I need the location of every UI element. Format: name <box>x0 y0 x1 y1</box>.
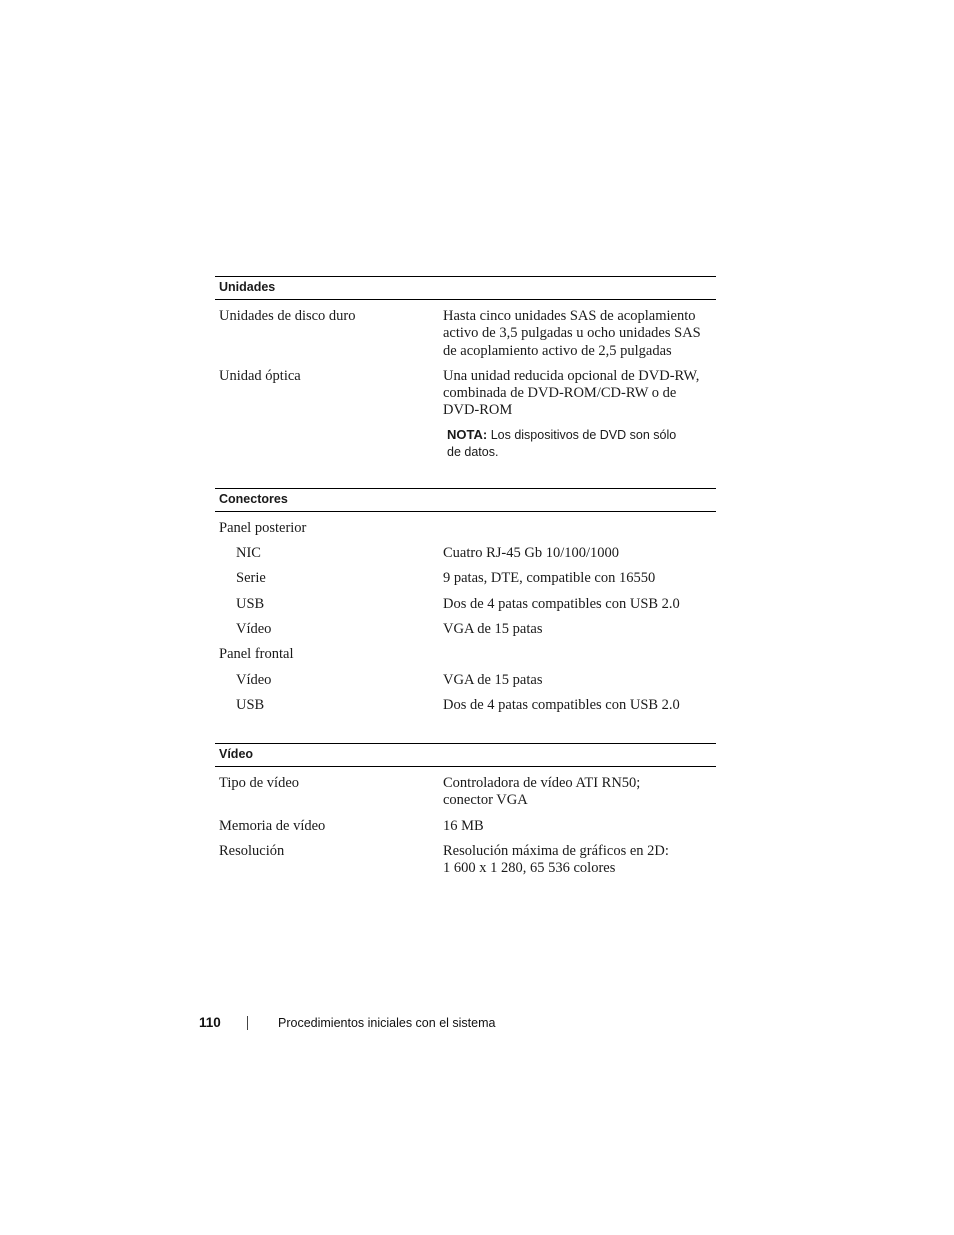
value-line: de acoplamiento activo de 2,5 pulgadas <box>443 342 672 359</box>
spec-value: 16 MB <box>443 817 484 834</box>
spec-row <box>215 672 716 689</box>
value-line: Resolución máxima de gráficos en 2D: <box>443 843 669 860</box>
spec-row <box>215 545 716 562</box>
section-video <box>215 743 716 877</box>
footer-divider <box>247 1016 248 1030</box>
section-heading: Conectores <box>215 488 716 512</box>
spec-value <box>443 308 705 360</box>
value-line: Controladora de vídeo ATI RN50; <box>443 775 641 792</box>
spec-value <box>443 368 705 420</box>
spec-row <box>215 520 716 537</box>
spec-value: VGA de 15 patas <box>443 671 543 688</box>
spec-row <box>215 646 716 663</box>
spec-value: Dos de 4 patas compatibles con USB 2.0 <box>443 595 680 612</box>
spec-row <box>215 570 716 587</box>
spec-value <box>443 843 705 878</box>
spec-label: NIC <box>236 545 261 562</box>
section-heading: Unidades <box>215 276 716 300</box>
spec-label: Vídeo <box>236 671 272 688</box>
value-line: activo de 3,5 pulgadas u ocho unidades SAS <box>443 325 701 342</box>
spec-value: Cuatro RJ-45 Gb 10/100/1000 <box>443 545 620 562</box>
page-number: 110 <box>199 1015 221 1030</box>
value-line: Hasta cinco unidades SAS de acoplamiento <box>443 308 696 324</box>
section-conectores <box>215 488 716 714</box>
spec-label: Serie <box>236 570 266 587</box>
group-label: Panel frontal <box>219 646 294 663</box>
note-text: Los dispositivos de DVD son sólo <box>490 427 677 442</box>
spec-label: USB <box>236 595 265 612</box>
spec-row <box>215 697 716 714</box>
footer-title: Procedimientos iniciales con el sistema <box>278 1016 496 1030</box>
spec-row <box>215 818 716 835</box>
spec-value: 9 patas, DTE, compatible con 16550 <box>443 570 656 587</box>
spec-label: USB <box>236 696 265 713</box>
section-unidades <box>215 276 716 461</box>
section-heading: Vídeo <box>215 743 716 767</box>
note-text: de datos. <box>447 444 499 459</box>
spec-table <box>215 276 716 886</box>
spec-row <box>215 368 716 420</box>
spec-value: VGA de 15 patas <box>443 620 543 637</box>
spec-label: Resolución <box>219 843 285 860</box>
spec-label: Vídeo <box>236 620 272 637</box>
spec-row <box>215 843 716 878</box>
value-line: combinada de DVD-ROM/CD-RW o de <box>443 385 677 402</box>
spec-row <box>215 308 716 360</box>
spec-row <box>215 596 716 613</box>
spec-row <box>215 621 716 638</box>
note <box>447 426 687 461</box>
spec-label: Unidad óptica <box>219 367 301 384</box>
spec-value <box>443 775 705 810</box>
spec-label: Memoria de vídeo <box>219 817 326 834</box>
spec-row <box>215 775 716 810</box>
note-tag: NOTA: <box>447 426 488 442</box>
value-line: Una unidad reducida opcional de DVD-RW, <box>443 367 700 384</box>
spec-value: Dos de 4 patas compatibles con USB 2.0 <box>443 696 680 713</box>
value-line: DVD-ROM <box>443 402 513 419</box>
spec-label: Unidades de disco duro <box>219 308 356 324</box>
group-label: Panel posterior <box>219 519 307 536</box>
value-line: conector VGA <box>443 792 528 809</box>
spec-label: Tipo de vídeo <box>219 775 300 792</box>
value-line: 1 600 x 1 280, 65 536 colores <box>443 860 616 877</box>
